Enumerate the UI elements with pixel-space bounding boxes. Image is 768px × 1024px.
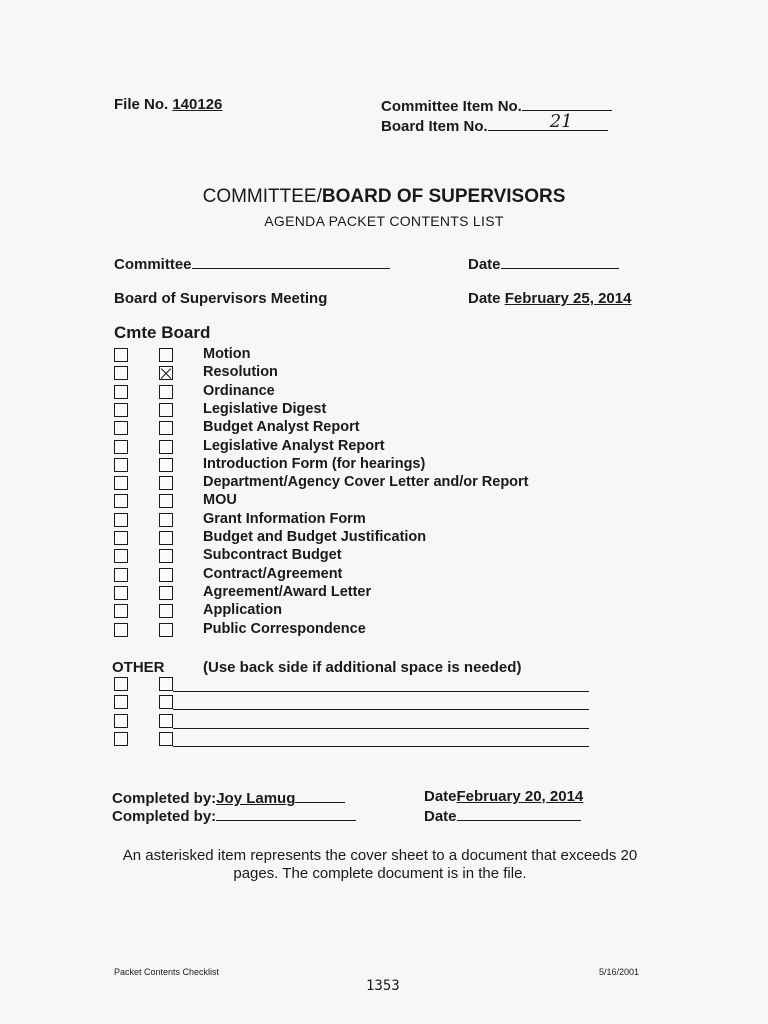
checklist-item-label: Motion <box>203 346 251 362</box>
board-checkbox[interactable] <box>159 531 173 545</box>
title-committee: COMMITTEE/ <box>202 186 322 207</box>
board-checkbox[interactable] <box>159 513 173 527</box>
cmte-checkbox[interactable] <box>114 421 128 435</box>
board-checkbox[interactable] <box>159 476 173 490</box>
completed-by-blank-tail <box>295 788 345 803</box>
asterisk-note-line-2: pages. The complete document is in the file. <box>233 865 527 882</box>
cmte-checkbox[interactable] <box>114 513 128 527</box>
board-checkbox[interactable] <box>159 586 173 600</box>
cmte-checkbox[interactable] <box>114 494 128 508</box>
completed-date-row-1 <box>424 788 583 805</box>
board-checkbox[interactable] <box>159 440 173 454</box>
completed-by-label: Completed by: <box>112 790 217 807</box>
checklist-item-label: Legislative Analyst Report <box>203 437 385 454</box>
checklist-item-label: Grant Information Form <box>203 510 366 527</box>
checklist-item-label: Department/Agency Cover Letter and/or Report <box>203 474 529 491</box>
checklist-item-label: MOU <box>203 492 237 509</box>
board-checkbox[interactable] <box>159 604 173 618</box>
completed-date-blank-2 <box>457 806 581 821</box>
form-date: 5/16/2001 <box>599 967 640 977</box>
checklist-item-label: Public Correspondence <box>203 620 366 637</box>
committee-label: Committee <box>114 256 192 273</box>
cmte-checkbox[interactable] <box>114 476 128 490</box>
cmte-checkbox[interactable] <box>114 604 128 618</box>
file-number-label: File No. <box>114 96 169 113</box>
cmte-checkbox[interactable] <box>114 348 128 362</box>
title-board: BOARD OF SUPERVISORS <box>321 186 566 207</box>
completed-by-row-2 <box>112 806 356 825</box>
board-checkbox[interactable] <box>159 458 173 472</box>
completed-by-label-2: Completed by: <box>112 808 217 825</box>
board-checkbox[interactable] <box>159 403 173 417</box>
board-checkbox[interactable] <box>159 366 173 380</box>
completed-date-value: February 20, 2014 <box>456 788 584 805</box>
committee-date-field <box>468 254 619 273</box>
checklist-heading: Cmte Board <box>114 323 211 342</box>
committee-date-label: Date <box>468 256 501 273</box>
checklist-item-label: Contract/Agreement <box>203 565 343 582</box>
completed-date-row-2 <box>424 806 581 825</box>
checklist-item-label: Subcontract Budget <box>203 547 342 564</box>
other-entry-line[interactable] <box>173 691 589 692</box>
checklist-item-label: Agreement/Award Letter <box>203 583 372 600</box>
board-date-value: February 25, 2014 <box>504 290 632 307</box>
completed-date-label: Date <box>424 788 457 805</box>
board-item-field <box>381 111 608 135</box>
cmte-checkbox[interactable] <box>114 440 128 454</box>
board-checkbox[interactable] <box>159 421 173 435</box>
cmte-checkbox[interactable] <box>114 458 128 472</box>
form-name: Packet Contents Checklist <box>114 967 220 977</box>
committee-date-blank <box>501 254 619 269</box>
checklist-item-label: Ordinance <box>203 382 275 399</box>
other-board-checkbox[interactable] <box>159 714 173 728</box>
committee-blank <box>192 254 390 269</box>
completed-by-blank-2 <box>216 806 356 821</box>
other-board-checkbox[interactable] <box>159 695 173 709</box>
board-meeting-label: Board of Supervisors Meeting <box>114 290 328 307</box>
checklist-item-label: Budget Analyst Report <box>203 419 360 436</box>
checklist-item-label: Introduction Form (for hearings) <box>203 455 426 472</box>
cmte-checkbox[interactable] <box>114 403 128 417</box>
asterisk-note-line-1: An asterisked item represents the cover sheet to a document that exceeds 20 <box>122 847 638 864</box>
other-cmte-checkbox[interactable] <box>114 677 128 691</box>
cmte-checkbox[interactable] <box>114 549 128 563</box>
board-item-label: Board Item No. <box>381 118 488 135</box>
page-number: 1353 <box>366 978 400 994</box>
board-checkbox[interactable] <box>159 623 173 637</box>
board-item-blank <box>488 111 608 132</box>
board-checkbox[interactable] <box>159 494 173 508</box>
checklist-item-label: Resolution <box>203 364 278 381</box>
page-subtitle: AGENDA PACKET CONTENTS LIST <box>264 213 504 229</box>
completed-date-label-2: Date <box>424 808 457 825</box>
board-checkbox[interactable] <box>159 568 173 582</box>
cmte-checkbox[interactable] <box>114 385 128 399</box>
cmte-checkbox[interactable] <box>114 568 128 582</box>
committee-item-field <box>381 96 612 115</box>
cmte-checkbox[interactable] <box>114 623 128 637</box>
completed-by-row-1 <box>112 788 345 807</box>
checklist-item-label: Legislative Digest <box>203 400 327 417</box>
completed-by-value: Joy Lamug <box>216 790 296 807</box>
board-checkbox[interactable] <box>159 549 173 563</box>
board-item-value: 21 <box>549 111 573 132</box>
cmte-checkbox[interactable] <box>114 586 128 600</box>
other-cmte-checkbox[interactable] <box>114 714 128 728</box>
other-label: OTHER <box>112 659 165 676</box>
committee-item-blank <box>522 96 612 111</box>
committee-item-label: Committee Item No. <box>381 98 522 115</box>
other-note: (Use back side if additional space is needed) <box>203 659 522 676</box>
committee-field <box>114 254 390 273</box>
other-cmte-checkbox[interactable] <box>114 695 128 709</box>
other-entry-line[interactable] <box>173 746 589 747</box>
file-number-value: 140126 <box>172 96 223 113</box>
board-checkbox[interactable] <box>159 385 173 399</box>
cmte-checkbox[interactable] <box>114 531 128 545</box>
cmte-checkbox[interactable] <box>114 366 128 380</box>
board-date-label: Date <box>468 290 501 307</box>
other-board-checkbox[interactable] <box>159 677 173 691</box>
board-checkbox[interactable] <box>159 348 173 362</box>
other-entry-line[interactable] <box>173 728 589 729</box>
board-meeting-date-field <box>468 290 631 307</box>
file-number-field <box>114 96 222 113</box>
other-cmte-checkbox[interactable] <box>114 732 128 746</box>
other-board-checkbox[interactable] <box>159 732 173 746</box>
other-entry-line[interactable] <box>173 709 589 710</box>
page-title <box>0 186 768 208</box>
checklist-item-label: Budget and Budget Justification <box>203 529 427 545</box>
checklist-item-label: Application <box>203 602 282 619</box>
